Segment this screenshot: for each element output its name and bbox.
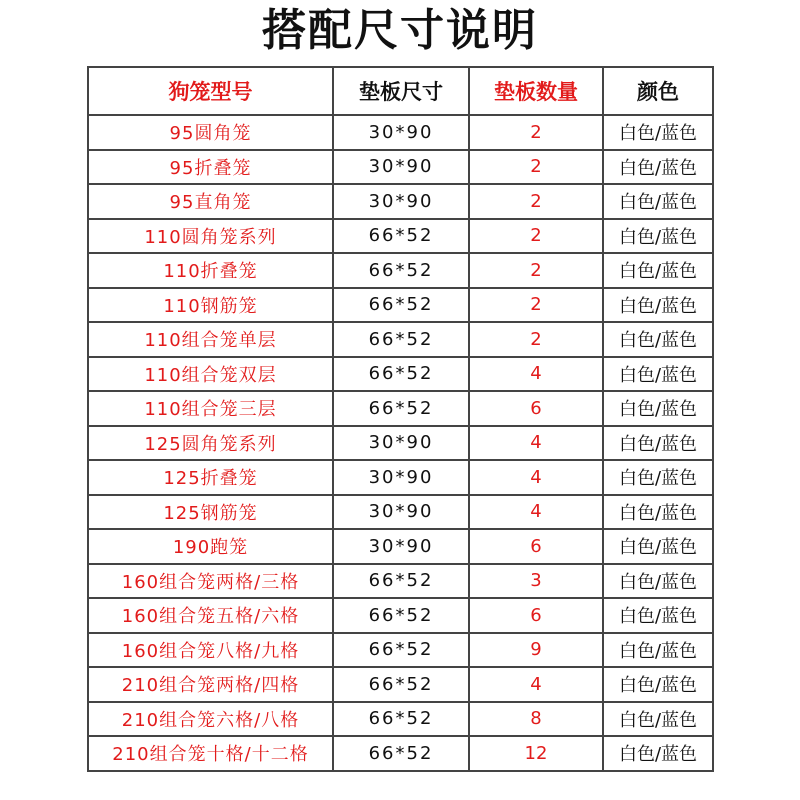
- cell-qty: 2: [469, 322, 603, 357]
- cell-color: 白色/蓝色: [603, 495, 713, 530]
- header-qty: 垫板数量: [469, 67, 603, 115]
- table-row: [88, 598, 713, 633]
- cell-size: 66*52: [333, 391, 469, 426]
- cell-color: 白色/蓝色: [603, 150, 713, 185]
- cell-qty: 2: [469, 115, 603, 150]
- table-row: [88, 219, 713, 254]
- cell-size: 30*90: [333, 529, 469, 564]
- cell-model: 190跑笼: [88, 529, 333, 564]
- cell-qty: 6: [469, 529, 603, 564]
- table-row: [88, 253, 713, 288]
- cell-color: 白色/蓝色: [603, 184, 713, 219]
- cell-model: 125钢筋笼: [88, 495, 333, 530]
- cell-size: 66*52: [333, 357, 469, 392]
- cell-qty: 4: [469, 495, 603, 530]
- cell-color: 白色/蓝色: [603, 598, 713, 633]
- table-row: [88, 529, 713, 564]
- cell-qty: 4: [469, 667, 603, 702]
- cell-size: 30*90: [333, 115, 469, 150]
- cell-model: 110钢筋笼: [88, 288, 333, 323]
- header-row: [88, 67, 713, 115]
- table-header: [88, 67, 713, 115]
- cell-color: 白色/蓝色: [603, 460, 713, 495]
- cell-color: 白色/蓝色: [603, 667, 713, 702]
- cell-model: 95直角笼: [88, 184, 333, 219]
- spec-table: [87, 66, 714, 772]
- table-row: [88, 391, 713, 426]
- cell-model: 210组合笼两格/四格: [88, 667, 333, 702]
- cell-size: 30*90: [333, 426, 469, 461]
- cell-color: 白色/蓝色: [603, 426, 713, 461]
- cell-size: 66*52: [333, 288, 469, 323]
- cell-qty: 2: [469, 253, 603, 288]
- cell-qty: 12: [469, 736, 603, 771]
- cell-color: 白色/蓝色: [603, 391, 713, 426]
- cell-qty: 9: [469, 633, 603, 668]
- cell-color: 白色/蓝色: [603, 322, 713, 357]
- cell-model: 110圆角笼系列: [88, 219, 333, 254]
- cell-model: 160组合笼五格/六格: [88, 598, 333, 633]
- header-model: 狗笼型号: [88, 67, 333, 115]
- cell-qty: 2: [469, 288, 603, 323]
- cell-model: 110组合笼单层: [88, 322, 333, 357]
- table-row: [88, 288, 713, 323]
- table-row: [88, 150, 713, 185]
- cell-size: 30*90: [333, 495, 469, 530]
- table-body: [88, 115, 713, 771]
- table-row: [88, 322, 713, 357]
- table-row: [88, 564, 713, 599]
- table-row: [88, 702, 713, 737]
- cell-color: 白色/蓝色: [603, 736, 713, 771]
- cell-size: 66*52: [333, 322, 469, 357]
- cell-qty: 4: [469, 357, 603, 392]
- cell-qty: 6: [469, 391, 603, 426]
- cell-color: 白色/蓝色: [603, 564, 713, 599]
- cell-model: 210组合笼六格/八格: [88, 702, 333, 737]
- table-row: [88, 633, 713, 668]
- table-row: [88, 184, 713, 219]
- cell-color: 白色/蓝色: [603, 702, 713, 737]
- cell-size: 66*52: [333, 598, 469, 633]
- cell-model: 110折叠笼: [88, 253, 333, 288]
- table-row: [88, 357, 713, 392]
- cell-size: 66*52: [333, 667, 469, 702]
- header-size: 垫板尺寸: [333, 67, 469, 115]
- cell-qty: 6: [469, 598, 603, 633]
- cell-size: 66*52: [333, 219, 469, 254]
- cell-model: 95折叠笼: [88, 150, 333, 185]
- cell-size: 30*90: [333, 184, 469, 219]
- table-row: [88, 736, 713, 771]
- cell-qty: 2: [469, 219, 603, 254]
- cell-model: 125圆角笼系列: [88, 426, 333, 461]
- table-row: [88, 495, 713, 530]
- cell-size: 66*52: [333, 736, 469, 771]
- cell-color: 白色/蓝色: [603, 219, 713, 254]
- cell-color: 白色/蓝色: [603, 633, 713, 668]
- cell-qty: 2: [469, 150, 603, 185]
- cell-size: 66*52: [333, 564, 469, 599]
- cell-size: 66*52: [333, 702, 469, 737]
- cell-model: 110组合笼三层: [88, 391, 333, 426]
- cell-qty: 4: [469, 426, 603, 461]
- cell-model: 110组合笼双层: [88, 357, 333, 392]
- cell-qty: 2: [469, 184, 603, 219]
- cell-model: 160组合笼八格/九格: [88, 633, 333, 668]
- cell-size: 30*90: [333, 460, 469, 495]
- cell-model: 210组合笼十格/十二格: [88, 736, 333, 771]
- cell-color: 白色/蓝色: [603, 115, 713, 150]
- cell-model: 125折叠笼: [88, 460, 333, 495]
- cell-size: 30*90: [333, 150, 469, 185]
- table-row: [88, 667, 713, 702]
- header-color: 颜色: [603, 67, 713, 115]
- cell-color: 白色/蓝色: [603, 529, 713, 564]
- table-row: [88, 115, 713, 150]
- cell-model: 160组合笼两格/三格: [88, 564, 333, 599]
- page-title: 搭配尺寸说明: [262, 5, 538, 56]
- cell-color: 白色/蓝色: [603, 357, 713, 392]
- cell-color: 白色/蓝色: [603, 288, 713, 323]
- table-row: [88, 426, 713, 461]
- cell-model: 95圆角笼: [88, 115, 333, 150]
- cell-qty: 8: [469, 702, 603, 737]
- cell-color: 白色/蓝色: [603, 253, 713, 288]
- cell-qty: 4: [469, 460, 603, 495]
- cell-qty: 3: [469, 564, 603, 599]
- cell-size: 66*52: [333, 633, 469, 668]
- cell-size: 66*52: [333, 253, 469, 288]
- table-row: [88, 460, 713, 495]
